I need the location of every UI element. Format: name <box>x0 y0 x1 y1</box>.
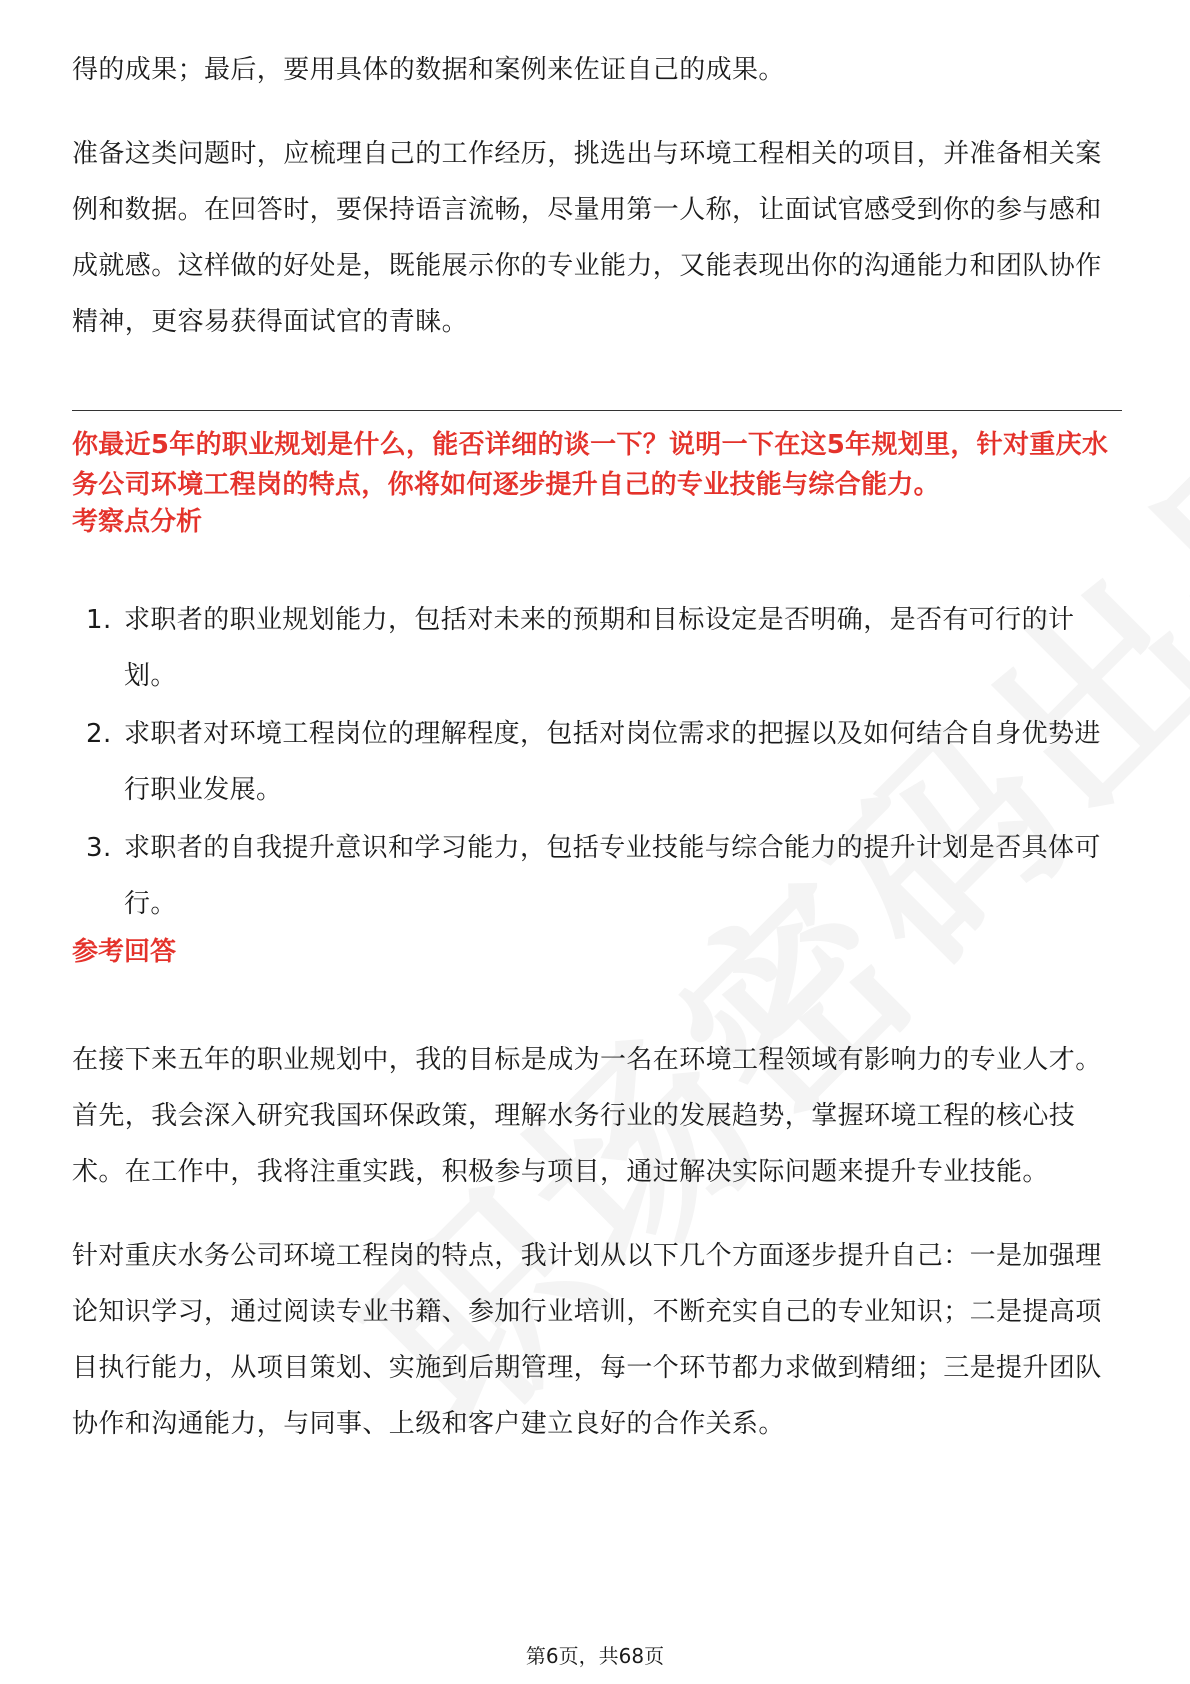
list-number: 3. <box>86 833 112 863</box>
list-item <box>72 820 1122 932</box>
analysis-heading: 考察点分析 <box>72 507 203 537</box>
intro-section <box>72 42 1122 350</box>
intro-continued-line: 得的成果；最后，要用具体的数据和案例来佐证自己的成果。 <box>72 55 785 85</box>
answer-paragraph: 在接下来五年的职业规划中，我的目标是成为一名在环境工程领域有影响力的专业人才。首先，我会深入研究我国环保政策，理解水务行业的发展趋势，掌握环境工程的核心技术。在工作中，我将注重实践，积极参与项目，通过解决实际问题来提升专业技能。 <box>72 1045 1102 1187</box>
list-item <box>72 706 1122 818</box>
page-number: 第6页，共68页 <box>525 1644 665 1668</box>
list-text: 求职者的职业规划能力，包括对未来的预期和目标设定是否明确，是否有可行的计划。 <box>124 605 1075 691</box>
list-number: 2. <box>86 719 112 749</box>
list-text: 求职者对环境工程岗位的理解程度，包括对岗位需求的把握以及如何结合自身优势进行职业发展。 <box>124 719 1101 805</box>
reference-answer <box>72 1032 1122 1452</box>
analysis-list <box>72 592 1122 934</box>
reference-heading: 参考回答 <box>72 937 177 967</box>
section-divider <box>72 410 1122 411</box>
intro-paragraph: 准备这类问题时，应梳理自己的工作经历，挑选出与环境工程相关的项目，并准备相关案例和数据。在回答时，要保持语言流畅，尽量用第一人称，让面试官感受到你的参与感和成就感。这样做的好处是，既能展示你的专业能力，又能表现出你的沟通能力和团队协作精神，更容易获得面试官的青睐。 <box>72 139 1102 337</box>
list-text: 求职者的自我提升意识和学习能力，包括专业技能与综合能力的提升计划是否具体可行。 <box>124 833 1101 919</box>
interview-question: 你最近5年的职业规划是什么，能否详细的谈一下？说明一下在这5年规划里，针对重庆水务公司环境工程岗的特点，你将如何逐步提升自己的专业技能与综合能力。 <box>72 430 1109 500</box>
list-number: 1. <box>86 605 112 635</box>
list-item <box>72 592 1122 704</box>
answer-paragraph: 针对重庆水务公司环境工程岗的特点，我计划从以下几个方面逐步提升自己：一是加强理论知识学习，通过阅读专业书籍、参加行业培训，不断充实自己的专业知识；二是提高项目执行能力，从项目策划、实施到后期管理，每一个环节都力求做到精细；三是提升团队协作和沟通能力，与同事、上级和客户建立良好的合作关系。 <box>72 1241 1102 1439</box>
